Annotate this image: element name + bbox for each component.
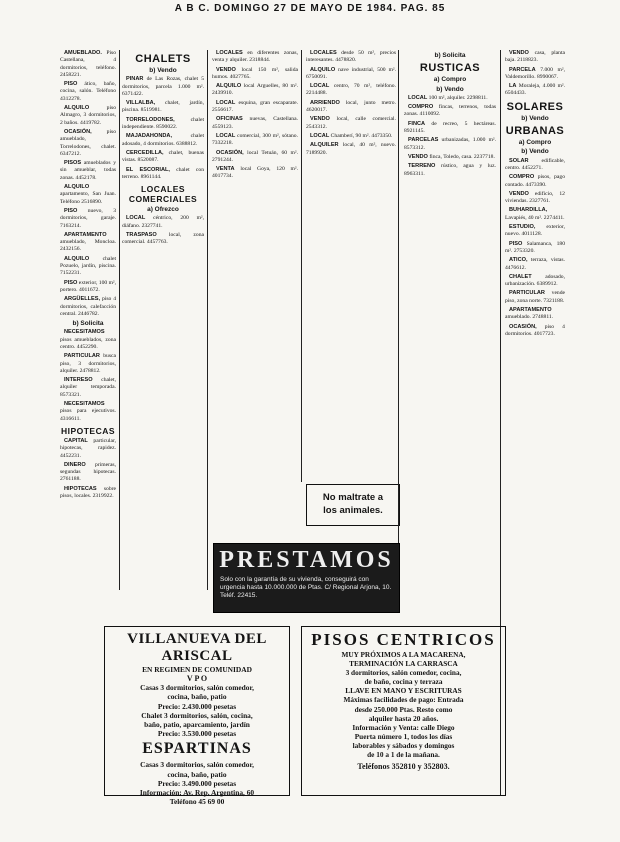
classified-ad-head: SOLAR (509, 157, 529, 164)
classified-ad (505, 67, 565, 82)
column-2 (122, 50, 204, 616)
classified-ad-head: PISO (509, 240, 523, 247)
classified-ad (404, 95, 496, 102)
classified-ad (306, 67, 396, 82)
classified-ad (505, 241, 565, 256)
classified-ad-body: piso 4 dormitorios. 4017723. (505, 323, 565, 337)
classified-ad-body: pisos, pago contado. 4473390. (505, 174, 565, 188)
classified-ad-head: TERRENO (408, 163, 436, 170)
classified-ad (505, 274, 565, 289)
pisos-line: de baño, cocina y terraza (364, 677, 443, 687)
villanueva-line: Chalet 3 dormitorios, salón, cocina, (141, 710, 253, 720)
classified-ad-head: ALQUILO (64, 184, 90, 191)
column-divider (398, 50, 399, 590)
classified-ad-body: local Arguelles, 80 m². 2439910. (212, 83, 298, 97)
classified-ad-head: ALQUILO (64, 255, 90, 262)
classified-ad-body: piso 4 dormitorios, calefacción central. 2446782. (60, 296, 116, 317)
classified-ad-body: de Las Rozas, chalet 5 dormitorios, parcela 1.000 m². 6371422. (122, 76, 204, 97)
pisos-line: desde 250.000 Ptas. Resto como (354, 704, 453, 714)
classified-ad (404, 154, 496, 161)
classified-ad-body: amueblado. 2748811. (505, 314, 554, 321)
pisos-phone: Teléfonos 352810 y 352803. (357, 762, 450, 772)
classified-ad-head: VENDO (216, 66, 236, 73)
section-ofrezco: a) Ofrezco (147, 206, 179, 214)
classified-ad-body: busca piso, 3 dormitorios, alquiler. 2478812. (60, 353, 116, 374)
classified-ad (60, 329, 116, 351)
column-3 (212, 50, 298, 538)
classified-ad-body: 100 m², alquiler. 2298811. (428, 94, 488, 101)
section-solicita: b) Solicita (434, 52, 466, 59)
classified-ad-body: Lavapiés, 40 m². 2274411. (505, 214, 565, 221)
pisos-line: laborables y sábados y domingos (352, 740, 455, 750)
classified-ad-body: vende piso, zona norte. 7321188. (505, 290, 565, 304)
pisos-centricos-ad (301, 626, 506, 796)
classified-ad (122, 133, 204, 148)
page-header: A B C. DOMINGO 27 DE MAYO DE 1984. PAG. 85 (174, 3, 446, 14)
classified-ad-body: chalet adosado, 4 dormitorios. 6388812. (122, 133, 204, 147)
classified-ad (505, 324, 565, 339)
classified-ad-head: LA (509, 83, 517, 90)
classified-ad-head: ALQUILER (310, 142, 339, 149)
classified-ad-body: pisos amueblados, zona centro. 4452290. (60, 336, 116, 350)
classified-ad (60, 81, 116, 103)
villanueva-line: Precio: 2.430.000 pesetas (157, 701, 237, 711)
classified-ad-head: PARCELAS (408, 137, 439, 144)
section-urbanas: URBANAS (505, 125, 565, 138)
classified-ad-body: en diferentes zonas, venta y alquiler. 2318844. (212, 50, 298, 64)
classified-ad (212, 100, 298, 115)
classified-ad-head: VENTA (216, 166, 235, 173)
classified-ad (505, 191, 565, 206)
classified-ad-head: VENDO (310, 116, 330, 123)
classified-ad (505, 83, 565, 98)
classified-ad-body: chalet independiente. 8590022. (122, 116, 204, 131)
classified-ad-head: FINCA (408, 120, 426, 127)
classified-ad-body: local Tetuán, 60 m². 2791244. (212, 149, 298, 163)
classified-ad (60, 105, 116, 127)
classified-ad-body: nuevas, Castellana. 4559123. (212, 116, 298, 130)
classified-ad-body: adosado, urbanización. 6389912. (505, 273, 565, 288)
classified-ad-body: terraza, vistas. 4476612. (505, 257, 565, 271)
classified-ad (212, 67, 298, 82)
animals-notice-line1: No maltrate a (322, 492, 384, 503)
column-1 (60, 50, 116, 622)
classified-ad (505, 257, 565, 272)
villanueva-ad (104, 626, 290, 807)
classified-ad (404, 121, 496, 136)
animals-notice-line2: los animales. (323, 505, 383, 516)
section-vendo: b) Vendo (436, 85, 464, 93)
classified-ad-head: ALQUILO (310, 66, 336, 73)
classified-ad-head: PINAR (126, 76, 144, 83)
classified-ad (122, 76, 204, 98)
classified-ad-head: CERCEDILLA, (126, 149, 164, 156)
classified-ad (212, 150, 298, 165)
classified-ad-head: HIPOTECAS (64, 485, 97, 492)
classified-ad-body: amueblados y sin amueblar, todas zonas. 4452178. (60, 160, 116, 181)
section-rusticas: RUSTICAS (419, 62, 481, 75)
classified-ad-head: ARRIENDO (310, 99, 340, 106)
classified-ad (306, 50, 396, 65)
villanueva-line: cocina, baño, patio (167, 769, 227, 779)
classified-ad (60, 486, 116, 501)
classified-ad-head: NECESITAMOS (64, 329, 105, 336)
classified-ad (404, 137, 496, 152)
classified-ad-body: chalet Pozuelo, jardín, piscina. 7152231. (60, 255, 116, 277)
section-compro: a) Compro (518, 139, 552, 147)
classified-ad-head: DINERO (64, 461, 86, 468)
classified-ad (306, 142, 396, 157)
classified-ad-body: primeras, segundas hipotecas. 2761188. (60, 461, 116, 483)
classified-ad-body: local, junto metro. 4620017. (306, 99, 396, 114)
classified-ad-head: BUHARDILLA, (509, 207, 548, 214)
column-divider (119, 50, 120, 590)
classified-ad-body: pisos para ejecutivos. 4316611. (60, 408, 116, 422)
classified-ad-body: desde 50 m², precios interesantes. 4478820. (306, 50, 396, 64)
villanueva-line: Precio: 3.530.000 pesetas (157, 729, 237, 739)
classified-ad-head: EL ESCORIAL, (126, 166, 170, 173)
classified-ad-head: LOCAL (126, 215, 146, 222)
classified-ad (306, 116, 396, 131)
classified-ad-head: LOCAL (216, 99, 236, 106)
classified-ad (60, 462, 116, 484)
classified-ad-head: CAPITAL (64, 437, 88, 444)
classified-ad-head: PISO (64, 81, 78, 88)
section-vendo: b) Vendo (521, 114, 549, 122)
classified-ad-head: LOCALES (310, 50, 337, 56)
classified-ad-head: ESTUDIO, (509, 224, 536, 231)
section-hipotecas: HIPOTECAS (60, 425, 116, 436)
classified-ad-body: ático, baño, cocina, salón. Teléfono 4312278. (60, 81, 116, 102)
classified-ad (122, 215, 204, 230)
classified-ad-head: PARTICULAR (509, 290, 545, 297)
villanueva-line: cocina, baño, patio (167, 692, 227, 702)
classified-ad-head: LOCALES (216, 50, 243, 56)
classified-ad-body: sobre pisos, locales. 2319922. (60, 485, 116, 500)
classified-ad-head: INTERESO (64, 377, 93, 384)
classified-ad-head: COMPRO (408, 104, 434, 111)
classified-ad-head: AMUEBLADO. (64, 50, 102, 56)
classified-ad-head: TORRELODONES, (126, 116, 175, 123)
classified-ad-body: particular, hipotecas, rapidez. 4452231. (60, 437, 116, 459)
classified-ad (212, 133, 298, 148)
pisos-line: Máximas facilidades de pago: Entrada (343, 695, 464, 705)
classified-ad-head: COMPRO (509, 174, 535, 181)
pisos-line: alquiler hasta 20 años. (368, 713, 439, 723)
classified-ad-body: local, calle comercial. 2543312. (306, 116, 396, 130)
classified-ad-body: de recreo, 5 hectáreas. 8921145. (404, 120, 496, 135)
classified-ad (60, 296, 116, 318)
classified-ad (306, 83, 396, 98)
column-6 (505, 50, 565, 795)
classified-ad-head: LOCAL (310, 83, 330, 90)
prestamos-text: Solo con la garantía de su vivienda, conseguirá con urgencia hasta 10.000.000 de Ptas. C/ Regional Arjona, 10. Teléf. 22415. (220, 576, 392, 599)
classified-ad-head: APARTAMENTO (509, 307, 552, 314)
villanueva-line: Casas 3 dormitorios, salón comedor, (140, 683, 254, 693)
classified-ad (505, 207, 565, 222)
espartinas-title: ESPARTINAS (142, 740, 252, 758)
section-locales: LOCALES COMERCIALES (128, 184, 198, 205)
classified-ad (404, 163, 496, 178)
classified-ad-body: edificable, centro. 4452271. (505, 157, 565, 171)
column-5 (404, 50, 496, 616)
classified-ad-body: chalet, alquiler temporada. 8573321. (60, 377, 116, 398)
section-vendo: b) Vendo (149, 67, 177, 74)
classified-ad (122, 150, 204, 165)
classified-ad-head: NECESITAMOS (64, 401, 105, 408)
classified-ad-body: chalet, buenas vistas. 8520087. (122, 149, 204, 164)
classified-ad-head: APARTAMENTO (64, 231, 107, 238)
classified-ad-body: esquina, gran escaparate. 2556617. (212, 99, 298, 114)
classified-ad-body: centro, 70 m², teléfono. 2214488. (306, 83, 396, 97)
classified-ad-head: PARTICULAR (64, 353, 100, 360)
classified-ad-body: local 150 m², salida humos. 4027765. (212, 66, 298, 80)
classified-ad (212, 50, 298, 65)
classified-ad-head: TRASPASO (126, 232, 157, 239)
classified-ad (60, 438, 116, 460)
classified-ad (505, 290, 565, 305)
classified-ad-body: Chamberí, 90 m². 4473350. (330, 132, 393, 139)
classified-ad-head: VENDO (509, 50, 529, 56)
classified-ad-head: PARCELA (509, 66, 536, 73)
classified-ad (60, 232, 116, 254)
section-solicita: b) Solicita (72, 320, 104, 328)
classified-ad (60, 280, 116, 295)
classified-ad-body: finca, Toledo, casa. 2237718. (429, 153, 495, 160)
classified-ad-head: ARGÜELLES, (64, 296, 101, 303)
classified-ad-body: exterior, 100 m², portero. 4011672. (60, 279, 116, 293)
classified-ad-head: LOCAL (310, 132, 330, 139)
column-divider (301, 50, 302, 482)
classified-ad (306, 100, 396, 115)
classified-ad-head: OCASIÓN, (216, 149, 244, 156)
classified-ad-head: LOCAL (408, 94, 428, 101)
classified-ad (122, 100, 204, 115)
classified-ad-body: apartamento, San Juan. Teléfono 2516890. (60, 191, 116, 205)
classified-ad (60, 184, 116, 206)
classified-ad-head: MAJADAHONDA, (126, 133, 172, 140)
classified-ad-head: PISO (64, 279, 78, 286)
section-solares: SOLARES (506, 100, 564, 113)
classified-ad-body: Salamanca, 180 m². 2753320. (505, 240, 565, 254)
classified-ad-head: LOCAL (216, 132, 236, 139)
column-divider (207, 50, 208, 590)
classified-ad (505, 307, 565, 322)
section-compro: a) Compro (433, 76, 467, 84)
classified-ad-head: ALQUILO (64, 105, 90, 112)
classified-ad-body: chalet con terreno. 8961144. (122, 166, 204, 180)
classified-ad-body: Moraleja, 4.000 m². 6504433. (505, 83, 565, 97)
prestamos-title: PRESTAMOS (219, 547, 394, 573)
villanueva-line: Casas 3 dormitorios, salón comedor, (140, 760, 254, 770)
pisos-title: PISOS CENTRICOS (311, 630, 496, 649)
classified-ad (306, 133, 396, 140)
pisos-line: TERMINACIÓN LA CARRASCA (349, 659, 458, 669)
classified-ad-head: PISOS (64, 160, 82, 167)
classified-ad-body: amueblado, Moncloa. 2432156. (60, 239, 116, 253)
classified-ad-body: piso amueblado, Torrelodones, chalet. 6347212. (60, 128, 116, 157)
classified-ad (60, 353, 116, 375)
classified-ad-body: céntrico, 200 m², diáfano. 2327741. (122, 215, 204, 229)
classified-ad-body: comercial, 300 m², sótano. 7332218. (212, 132, 298, 147)
classified-ad-body: piso Almagro, 3 dormitorios, 2 baños. 4419782. (60, 105, 116, 126)
villanueva-line: baño, patio, aparcamiento, jardín (144, 720, 250, 730)
classified-ad-body: nave industrial, 500 m². 6750091. (306, 66, 396, 80)
classified-ad-head: VENDO (408, 153, 428, 160)
classified-ad-body: exterior, nuevo. 4011128. (505, 224, 565, 238)
villanueva-line: EN REGIMEN DE COMUNIDAD (142, 665, 252, 674)
villanueva-line: Información: Av. Rep. Argentina, 60 (139, 788, 255, 798)
classified-ad (212, 166, 298, 181)
classified-ad (505, 174, 565, 189)
classified-ad (212, 116, 298, 131)
classified-ad (122, 232, 204, 247)
pisos-line: 3 dormitorios, salón comedor, cocina, (345, 668, 462, 678)
classified-ad (60, 401, 116, 423)
classified-ad (122, 117, 204, 132)
classified-ad-body: casa, planta baja. 2118823. (505, 50, 565, 64)
villanueva-line: Teléfono 45 69 00 (169, 797, 225, 807)
classified-ad-body: 7.000 m², Valdemorillo. 8990067. (505, 66, 565, 80)
classified-ad-body: local, 40 m², nuevo. 7189920. (306, 142, 396, 156)
classified-ad-body: Piso Castellana, 4 dormitorios, teléfono. 2458221. (60, 50, 116, 78)
classified-ad-head: VENDO (509, 190, 529, 197)
classified-ad (60, 50, 116, 79)
classified-ad-head: ALQUILO (216, 83, 242, 90)
classified-ad (505, 224, 565, 239)
classified-ad (505, 158, 565, 173)
classified-ad-body: chalet, jardín, piscina. 8519981. (122, 100, 204, 114)
pisos-line: MUY PRÓXIMOS A LA MACARENA, (341, 650, 466, 659)
pisos-line: Puerta número 1, todos los días (354, 731, 453, 741)
classified-ad-body: edificio, 12 viviendas. 2327761. (505, 190, 565, 205)
section-vendo: b) Vendo (521, 148, 549, 156)
classified-ad-head: VILLALBA, (126, 100, 156, 107)
classified-ad (60, 377, 116, 399)
classified-ad-body: urbanizadas, 1.000 m². 8573312. (404, 137, 496, 151)
villanueva-line: Precio: 3.490.000 pesetas (157, 778, 237, 788)
classified-ad-head: OCASIÓN, (509, 323, 537, 330)
classified-ad (505, 50, 565, 65)
animals-notice (306, 484, 400, 526)
classified-ad-head: ATICO, (509, 257, 528, 264)
classified-ad-body: rústico, agua y luz. 8963311. (404, 163, 496, 177)
column-4 (306, 50, 396, 480)
classified-ad (60, 160, 116, 182)
classified-ad (122, 167, 204, 182)
classified-ad (404, 104, 496, 119)
pisos-line: Información y Venta: calle Diego (352, 722, 455, 732)
classified-ad (60, 256, 116, 278)
classified-ad-body: local Goya, 120 m². 4017734. (212, 166, 298, 180)
classified-ad-head: PISO (64, 207, 78, 214)
pisos-line: de 10 a 1 de la mañana. (367, 750, 440, 760)
classified-ad-body: fincas, terrenos, todas zonas. 4110092. (404, 104, 496, 118)
classified-ad-head: OFICINAS (216, 116, 243, 123)
classified-ad (212, 83, 298, 98)
classified-ad-head: OCASIÓN, (64, 128, 92, 135)
pisos-line: LLAVE EN MANO Y ESCRITURAS (345, 686, 462, 696)
classified-ad (60, 129, 116, 158)
classified-ad-body: local, zona comercial. 4457763. (122, 232, 204, 246)
prestamos-ad (213, 543, 400, 613)
classified-ad-body: nuevo, 3 dormitorios, garaje. 7163214. (60, 207, 116, 229)
classified-ad (60, 208, 116, 230)
villanueva-title: VILLANUEVA DEL ARISCAL (127, 631, 267, 664)
classified-ad-head: CHALET (509, 273, 532, 280)
section-chalets: CHALETS (135, 53, 191, 65)
villanueva-line: V P O (186, 674, 208, 684)
